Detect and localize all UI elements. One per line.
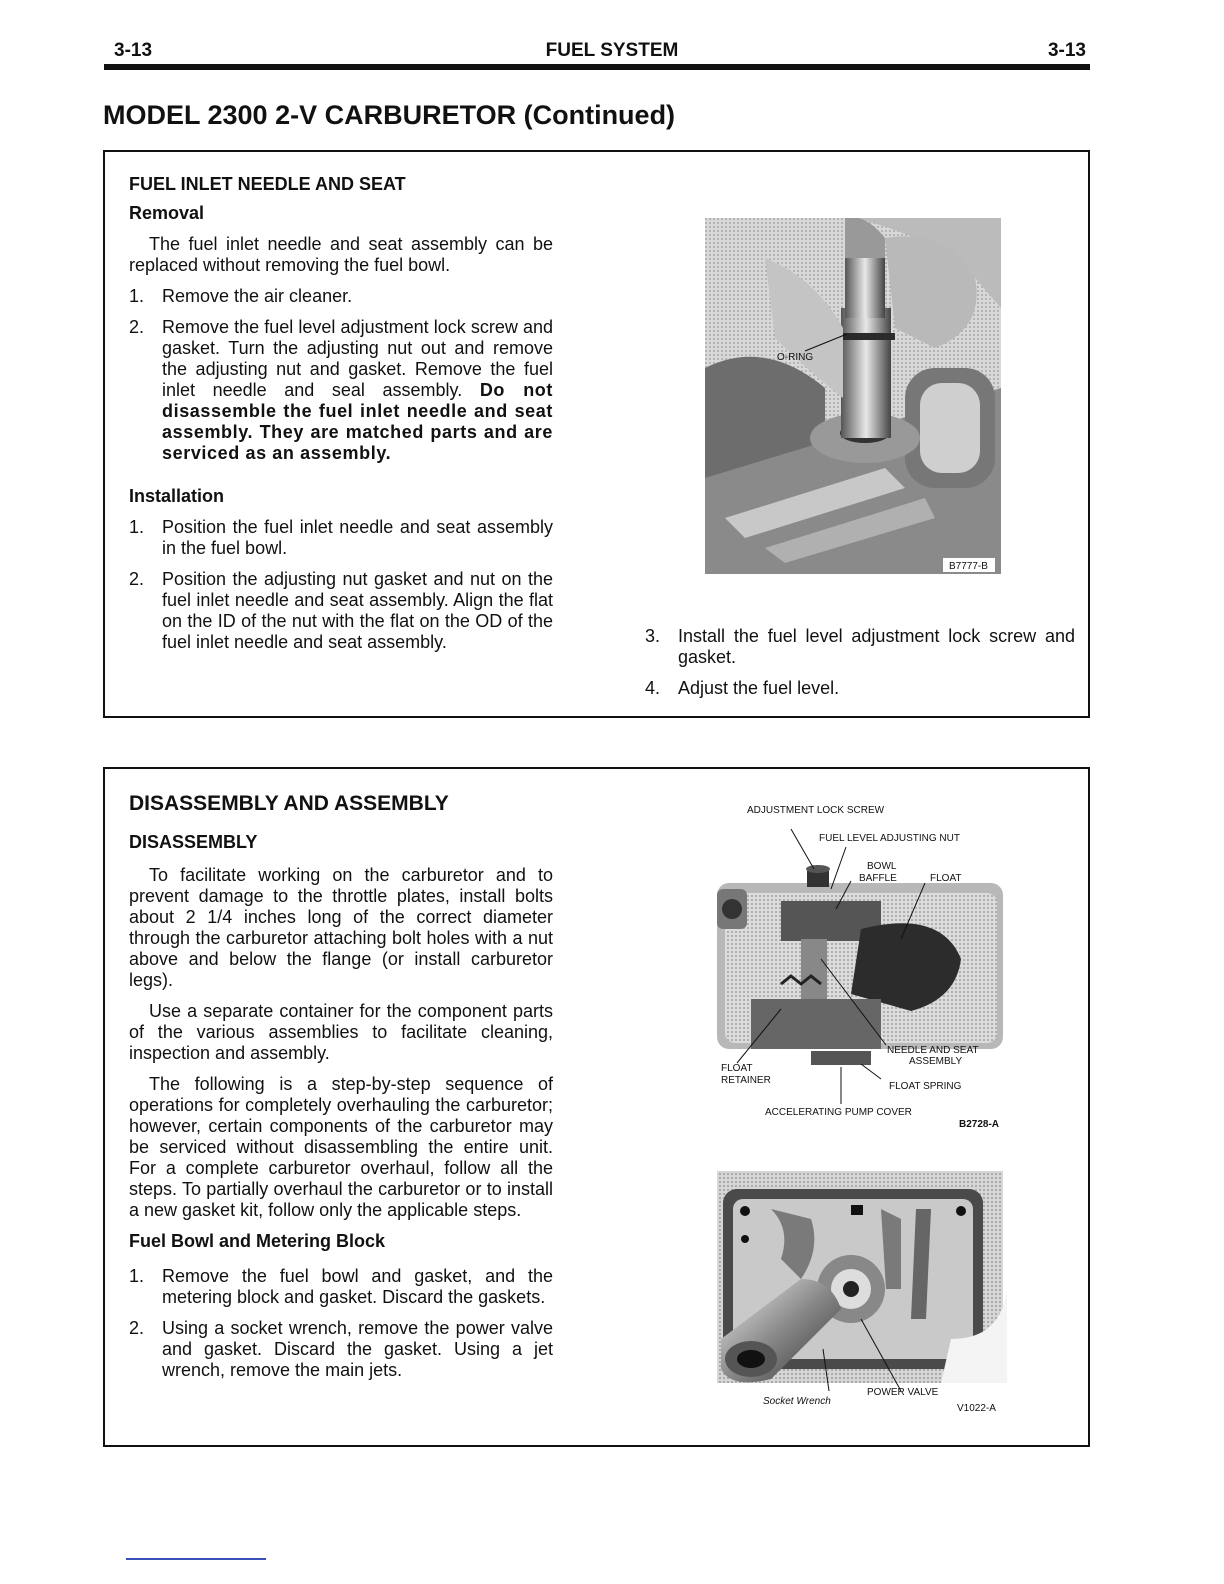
- fuel-inlet-needle-box: [103, 150, 1090, 718]
- section-title: MODEL 2300 2-V CARBURETOR (Continued): [103, 100, 676, 130]
- disassembly-heading: DISASSEMBLY: [129, 832, 258, 852]
- step-text: Remove the fuel level adjustment lock screw and gasket. Turn the adjusting nut out and remove the adjusting nut and gasket. Remove the fuel inlet needle and seal assembly.: [162, 317, 553, 400]
- paragraph: To facilitate working on the carburetor and to prevent damage to the throttle plates, install bolts about 2 1/4 inches long of the correct diameter through the carburetor attaching bolt holes with a nut above and below the flange (or install carburetor legs).: [129, 865, 553, 990]
- list-item: [129, 569, 553, 653]
- removal-intro: The fuel inlet needle and seat assembly can be replaced without removing the fuel bowl.: [129, 234, 553, 275]
- float-retainer-label-line2: RETAINER: [721, 1075, 771, 1086]
- step-text: Install the fuel level adjustment lock screw and gasket.: [678, 626, 1075, 667]
- needle-seat-photo: [705, 218, 1001, 574]
- list-item: [129, 286, 553, 307]
- footer-link-underline: [126, 1558, 266, 1560]
- list-item: [645, 626, 1075, 668]
- step-number: 1.: [129, 286, 145, 306]
- page-number-right: 3-13: [1047, 40, 1086, 61]
- adjustment-lock-screw-label: ADJUSTMENT LOCK SCREW: [747, 805, 885, 816]
- step-number: 4.: [645, 678, 661, 698]
- list-item: [129, 1318, 553, 1381]
- disassembly-text-column: [129, 793, 553, 1391]
- list-item: [645, 678, 1075, 699]
- figure-code: V1022-A: [957, 1403, 996, 1414]
- page-number-left: 3-13: [114, 40, 153, 61]
- header-rule: [104, 64, 1090, 70]
- fuel-bowl-steps: [129, 1266, 553, 1381]
- baffle-label: BAFFLE: [859, 873, 897, 884]
- step-text: Using a socket wrench, remove the power valve and gasket. Discard the gasket. Using a jet wrench, remove the main jets.: [162, 1318, 553, 1380]
- power-valve-label: POWER VALVE: [867, 1387, 939, 1398]
- step-number: 1.: [129, 1266, 145, 1286]
- step-number: 2.: [129, 569, 145, 589]
- fuel-bowl-heading: Fuel Bowl and Metering Block: [129, 1231, 386, 1251]
- needle-seat-label-line2: ASSEMBLY: [909, 1056, 963, 1067]
- float-label: FLOAT: [930, 873, 962, 884]
- accelerating-pump-cover-label: ACCELERATING PUMP COVER: [765, 1107, 912, 1118]
- paragraph: Use a separate container for the component parts of the various assemblies to facilitate cleaning, inspection and assembly.: [129, 1001, 553, 1063]
- step-text: Remove the air cleaner.: [162, 286, 353, 306]
- needle-seat-label: NEEDLE AND SEAT: [887, 1045, 979, 1056]
- figure-code: B2728-A: [959, 1119, 1000, 1130]
- removal-steps: [129, 286, 553, 464]
- bowl-label: BOWL: [867, 861, 897, 872]
- fuel-inlet-text-column: [129, 174, 553, 663]
- float-retainer-label: FLOAT: [721, 1063, 753, 1074]
- list-item: [129, 1266, 553, 1308]
- socket-wrench-label: Socket Wrench: [763, 1396, 831, 1407]
- step-text: Adjust the fuel level.: [678, 678, 840, 698]
- paragraph: The following is a step-by-step sequence of operations for completely overhauling the carburetor; however, certain components of the carburetor may be serviced without disassembling the entire unit. For a complete carburetor overhaul, follow all the steps. To partially overhaul the carburetor or to install a new gasket kit, follow only the applicable steps.: [129, 1074, 553, 1220]
- figure-code: B7777-B: [949, 561, 988, 572]
- disassembly-box: [103, 767, 1090, 1447]
- float-spring-label: FLOAT SPRING: [889, 1081, 962, 1092]
- fuel-level-adjusting-nut-label: FUEL LEVEL ADJUSTING NUT: [819, 833, 960, 844]
- step-text: Position the adjusting nut gasket and nut on the fuel inlet needle and seat assembly. Align the flat on the ID of the nut with the flat on the OD of the fuel inlet needle and seat assembly.: [162, 569, 553, 652]
- step-number: 2.: [129, 317, 145, 337]
- installation-heading: Installation: [129, 486, 225, 506]
- fuel-inlet-heading: FUEL INLET NEEDLE AND SEAT: [129, 174, 406, 194]
- list-item: [129, 317, 553, 464]
- step-text: Position the fuel inlet needle and seat assembly in the fuel bowl.: [162, 517, 553, 558]
- disassembly-assembly-heading: DISASSEMBLY AND ASSEMBLY: [129, 792, 449, 815]
- step-number: 2.: [129, 1318, 145, 1338]
- fuel-bowl-diagram: [711, 799, 1011, 1131]
- step-text: Remove the fuel bowl and gasket, and the metering block and gasket. Discard the gaskets.: [162, 1266, 553, 1307]
- list-item: [129, 517, 553, 559]
- power-valve-photo: [711, 1169, 1011, 1415]
- running-header-title: FUEL SYSTEM: [545, 40, 679, 61]
- installation-steps: [129, 517, 553, 653]
- o-ring-label: O-RING: [777, 352, 814, 363]
- step-number: 1.: [129, 517, 145, 537]
- removal-heading: Removal: [129, 203, 205, 223]
- step-warning: Do not disassemble the fuel inlet needle and seat assembly. They are matched parts and are serviced as an assembly.: [162, 380, 553, 463]
- step-number: 3.: [645, 626, 661, 646]
- installation-steps-continued: [645, 626, 1075, 709]
